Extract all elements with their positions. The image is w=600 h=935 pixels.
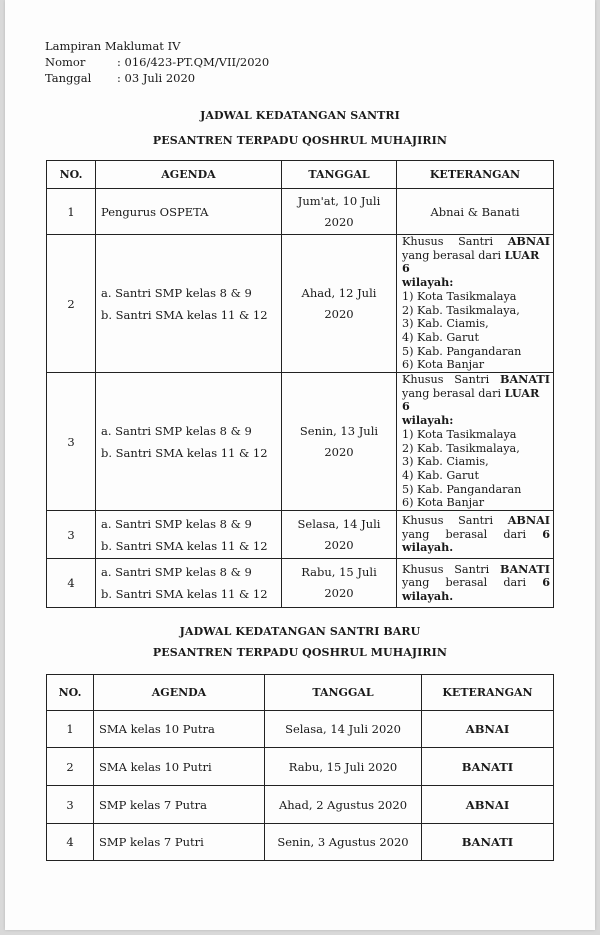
ket-word: Khusus	[402, 235, 444, 248]
ket-line	[402, 235, 550, 249]
table-row	[47, 511, 554, 559]
ket-word: Khusus	[402, 562, 444, 576]
table2-title: JADWAL KEDATANGAN SANTRI BARU	[179, 625, 421, 638]
table2-subtitle: PESANTREN TERPADU QOSHRUL MUHAJIRIN	[152, 646, 448, 659]
row-no: 3	[47, 373, 96, 511]
ket-word: Khusus	[402, 514, 444, 527]
table-header-row	[47, 161, 554, 189]
header-keterangan: KETERANGAN	[397, 161, 554, 189]
row-agenda	[96, 189, 282, 235]
ket-item: 5) Kab. Pangandaran	[402, 482, 522, 496]
ket-word: Santri	[458, 514, 494, 527]
ket-line	[402, 528, 550, 542]
date-year: 2020	[324, 306, 354, 321]
ket-word: Santri	[458, 235, 494, 248]
table-header-row	[47, 675, 554, 711]
ket-item: 4) Kab. Garut	[402, 330, 479, 344]
row-date	[282, 189, 397, 235]
ket-wilayah: wilayah.	[402, 540, 454, 555]
agenda-line: b. Santri SMA kelas 11 & 12	[101, 587, 268, 602]
row-no: 2	[47, 748, 94, 786]
tanggal-value: : 03 Juli 2020	[117, 71, 196, 85]
letter-header	[45, 38, 269, 86]
ket-word: berasal	[445, 527, 488, 541]
date-line: Senin, 13 Juli	[299, 423, 379, 438]
ket-word: dari	[503, 527, 527, 541]
table-row	[47, 559, 554, 608]
ket-wilayah: wilayah.	[402, 588, 454, 603]
row-agenda: SMA kelas 10 Putri	[94, 748, 265, 786]
ket-line	[402, 576, 550, 590]
ket-line	[402, 514, 550, 528]
ket-line	[402, 249, 550, 276]
row-date	[282, 373, 397, 511]
table-row	[47, 373, 554, 511]
row-date: Rabu, 15 Juli 2020	[265, 748, 422, 786]
row-no: 3	[47, 511, 96, 559]
row-date	[282, 559, 397, 608]
header-no: NO.	[47, 161, 96, 189]
date-line: Rabu, 15 Juli	[301, 565, 377, 580]
ket-item: 1) Kota Tasikmalaya	[402, 289, 517, 303]
new-students-table	[46, 674, 554, 861]
row-agenda	[96, 235, 282, 373]
ket-item: 2) Kab. Tasikmalaya,	[402, 441, 520, 455]
ket-line	[402, 387, 550, 414]
ket-word: Santri	[454, 562, 490, 576]
table-row	[47, 711, 554, 748]
row-agenda: SMP kelas 7 Putra	[94, 786, 265, 824]
ket-item: 1) Kota Tasikmalaya	[402, 427, 517, 441]
ket-region: LUAR 6	[402, 385, 540, 414]
ket-item: 3) Kab. Ciamis,	[402, 317, 489, 331]
row-agenda	[96, 373, 282, 511]
ket-group: ABNAI	[507, 234, 550, 248]
row-keterangan: Abnai & Banati	[397, 189, 554, 235]
ket-word: berasal	[445, 576, 488, 590]
row-date: Ahad, 2 Agustus 2020	[265, 786, 422, 824]
nomor-line	[45, 54, 269, 70]
row-no: 3	[47, 786, 94, 824]
agenda-line: a. Santri SMP kelas 8 & 9	[101, 516, 252, 531]
header-agenda: AGENDA	[94, 675, 265, 711]
date-line: Selasa, 14 Juli	[297, 516, 381, 531]
row-agenda: SMA kelas 10 Putra	[94, 711, 265, 748]
table-row	[47, 189, 554, 235]
ket-item: 6) Kota Banjar	[402, 496, 485, 510]
date-year: 2020	[324, 214, 354, 229]
ket-word: yang	[402, 576, 430, 590]
agenda-line: a. Santri SMP kelas 8 & 9	[101, 565, 252, 580]
ket-region: 6	[542, 575, 550, 590]
row-date: Selasa, 14 Juli 2020	[265, 711, 422, 748]
header-no: NO.	[47, 675, 94, 711]
row-date: Senin, 3 Agustus 2020	[265, 824, 422, 861]
row-date	[282, 235, 397, 373]
ket-word: yang	[402, 527, 430, 541]
row-no: 4	[47, 559, 96, 608]
date-year: 2020	[324, 444, 354, 459]
ket-text: yang berasal dari	[402, 248, 502, 262]
table1-subtitle: PESANTREN TERPADU QOSHRUL MUHAJIRIN	[152, 134, 448, 147]
ket-line	[402, 373, 550, 387]
document-page	[5, 0, 595, 930]
ket-wilayah: wilayah	[402, 275, 450, 290]
header-tanggal: TANGGAL	[265, 675, 422, 711]
row-keterangan: ABNAI	[422, 786, 554, 824]
ket-line: wilayah:	[402, 413, 454, 428]
row-keterangan: BANATI	[422, 824, 554, 861]
ket-wilayah: wilayah	[402, 413, 450, 428]
ket-word: Santri	[454, 373, 490, 387]
ket-item: 2) Kab. Tasikmalaya,	[402, 303, 520, 317]
agenda-line: Pengurus OSPETA	[101, 204, 209, 219]
ket-item: 4) Kab. Garut	[402, 468, 479, 482]
header-keterangan: KETERANGAN	[422, 675, 554, 711]
nomor-value: : 016/423-PT.QM/VII/2020	[117, 55, 270, 69]
ket-line	[402, 563, 550, 577]
row-keterangan: ABNAI	[422, 711, 554, 748]
schedule-table	[46, 160, 554, 608]
ket-group: BANATI	[500, 372, 550, 387]
ket-line	[402, 590, 550, 604]
ket-item: 6) Kota Banjar	[402, 358, 485, 372]
row-keterangan	[397, 235, 554, 373]
ket-region: LUAR 6	[402, 247, 540, 276]
row-no: 4	[47, 824, 94, 861]
date-year: 2020	[324, 537, 354, 552]
attachment-label: Lampiran Maklumat IV	[45, 39, 181, 53]
table-row	[47, 824, 554, 861]
ket-group: ABNAI	[507, 513, 550, 527]
table-row	[47, 235, 554, 373]
ket-region: 6	[542, 526, 550, 541]
date-line: Jum'at, 10 Juli	[297, 193, 381, 208]
agenda-line: a. Santri SMP kelas 8 & 9	[101, 285, 252, 300]
header-agenda: AGENDA	[96, 161, 282, 189]
row-keterangan	[397, 559, 554, 608]
tanggal-label: Tanggal	[45, 71, 92, 85]
nomor-label: Nomor	[45, 55, 86, 69]
agenda-line: a. Santri SMP kelas 8 & 9	[101, 423, 252, 438]
row-agenda	[96, 559, 282, 608]
row-agenda: SMP kelas 7 Putri	[94, 824, 265, 861]
table-row	[47, 786, 554, 824]
ket-word: dari	[503, 576, 527, 590]
header-tanggal: TANGGAL	[282, 161, 397, 189]
ket-line	[402, 541, 550, 555]
ket-group: BANATI	[500, 561, 550, 576]
row-date	[282, 511, 397, 559]
row-agenda	[96, 511, 282, 559]
date-line: Ahad, 12 Juli	[301, 285, 377, 300]
ket-item: 5) Kab. Pangandaran	[402, 344, 522, 358]
tanggal-line	[45, 70, 269, 86]
ket-line: wilayah:	[402, 275, 454, 290]
ket-text: yang berasal dari	[402, 386, 502, 400]
row-keterangan	[397, 373, 554, 511]
row-keterangan: BANATI	[422, 748, 554, 786]
row-keterangan	[397, 511, 554, 559]
ket-word: Khusus	[402, 373, 444, 387]
date-year: 2020	[324, 586, 354, 601]
agenda-line: b. Santri SMA kelas 11 & 12	[101, 538, 268, 553]
ket-item: 3) Kab. Ciamis,	[402, 455, 489, 469]
agenda-line: b. Santri SMA kelas 11 & 12	[101, 307, 268, 322]
row-no: 1	[47, 711, 94, 748]
row-no: 1	[47, 189, 96, 235]
table-row	[47, 748, 554, 786]
agenda-line: b. Santri SMA kelas 11 & 12	[101, 445, 268, 460]
table1-title: JADWAL KEDATANGAN SANTRI	[200, 109, 400, 122]
row-no: 2	[47, 235, 96, 373]
